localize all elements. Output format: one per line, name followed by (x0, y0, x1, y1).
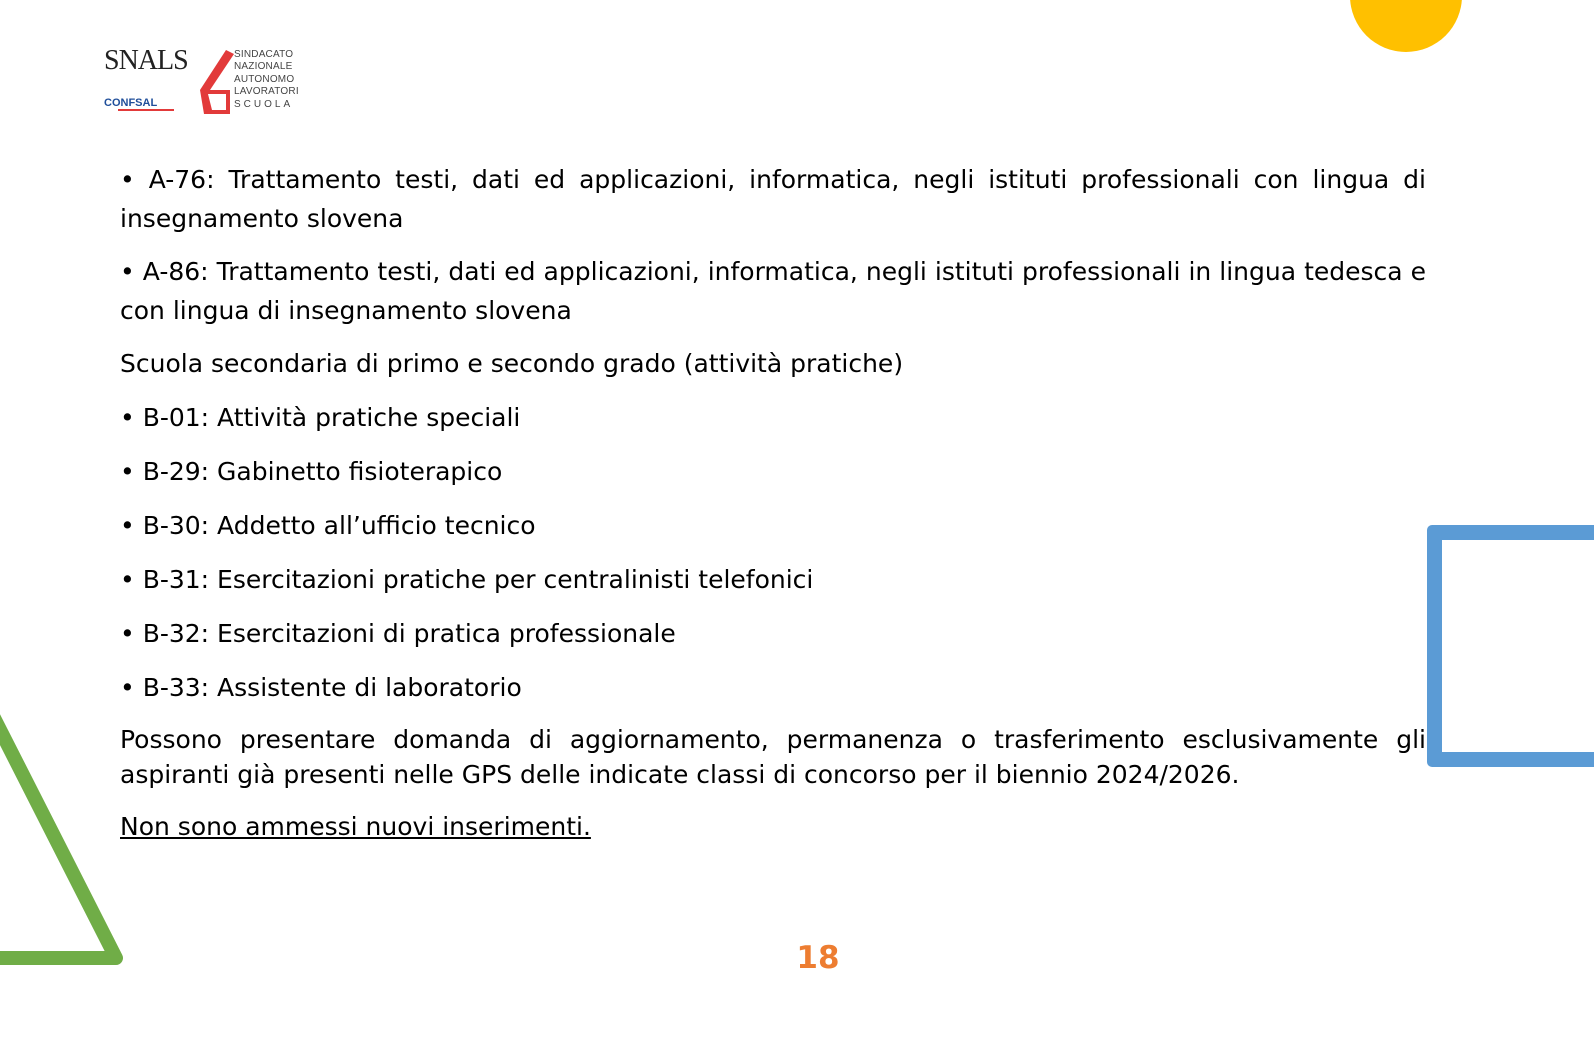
blue-square-decoration (1427, 525, 1594, 767)
logo-federation-underline (118, 109, 174, 111)
list-item: • B-33: Assistente di laboratorio (120, 673, 522, 702)
green-triangle-decoration (0, 690, 140, 980)
section-heading: Scuola secondaria di primo e secondo grado (attività pratiche) (120, 349, 904, 378)
list-item: • B-30: Addetto all’ufficio tecnico (120, 511, 536, 540)
slide-content (120, 160, 1426, 860)
list-item: • A-86: Trattamento testi, dati ed applicazioni, informatica, negli istituti professionali in lingua tedesca e con lingua di insegnamento slovena (120, 257, 1426, 325)
list-item: • B-29: Gabinetto fisioterapico (120, 457, 503, 486)
emphasis-note: Non sono ammessi nuovi inserimenti. (120, 812, 591, 841)
logo-subtitle-line: AUTONOMO (234, 73, 295, 85)
logo-subtitle-line: NAZIONALE (234, 61, 293, 73)
logo-wordmark: SNALS (104, 45, 188, 76)
snals-logo (102, 46, 312, 118)
logo-subtitle-line: SCUOLA (234, 98, 294, 110)
list-item: • B-32: Esercitazioni di pratica professionale (120, 619, 676, 648)
list-item: • A-76: Trattamento testi, dati ed applicazioni, informatica, negli istituti professionali con lingua di insegnamento slovena (120, 165, 1426, 233)
logo-mark-icon (200, 50, 234, 114)
page-number: 18 (796, 940, 840, 976)
yellow-circle-decoration (1350, 0, 1462, 52)
logo-federation: CONFSAL (104, 97, 158, 109)
logo-subtitle (234, 49, 299, 111)
list-item: • B-01: Attività pratiche speciali (120, 403, 521, 432)
note-paragraph: Possono presentare domanda di aggiornamento, permanenza o trasferimento esclusivamente gli aspiranti già presenti nelle GPS delle indicate classi di concorso per il biennio 2024/2026. (120, 725, 1426, 789)
list-item: • B-31: Esercitazioni pratiche per centralinisti telefonici (120, 565, 814, 594)
logo-subtitle-line: LAVORATORI (234, 86, 299, 98)
logo-subtitle-line: SINDACATO (234, 49, 294, 60)
